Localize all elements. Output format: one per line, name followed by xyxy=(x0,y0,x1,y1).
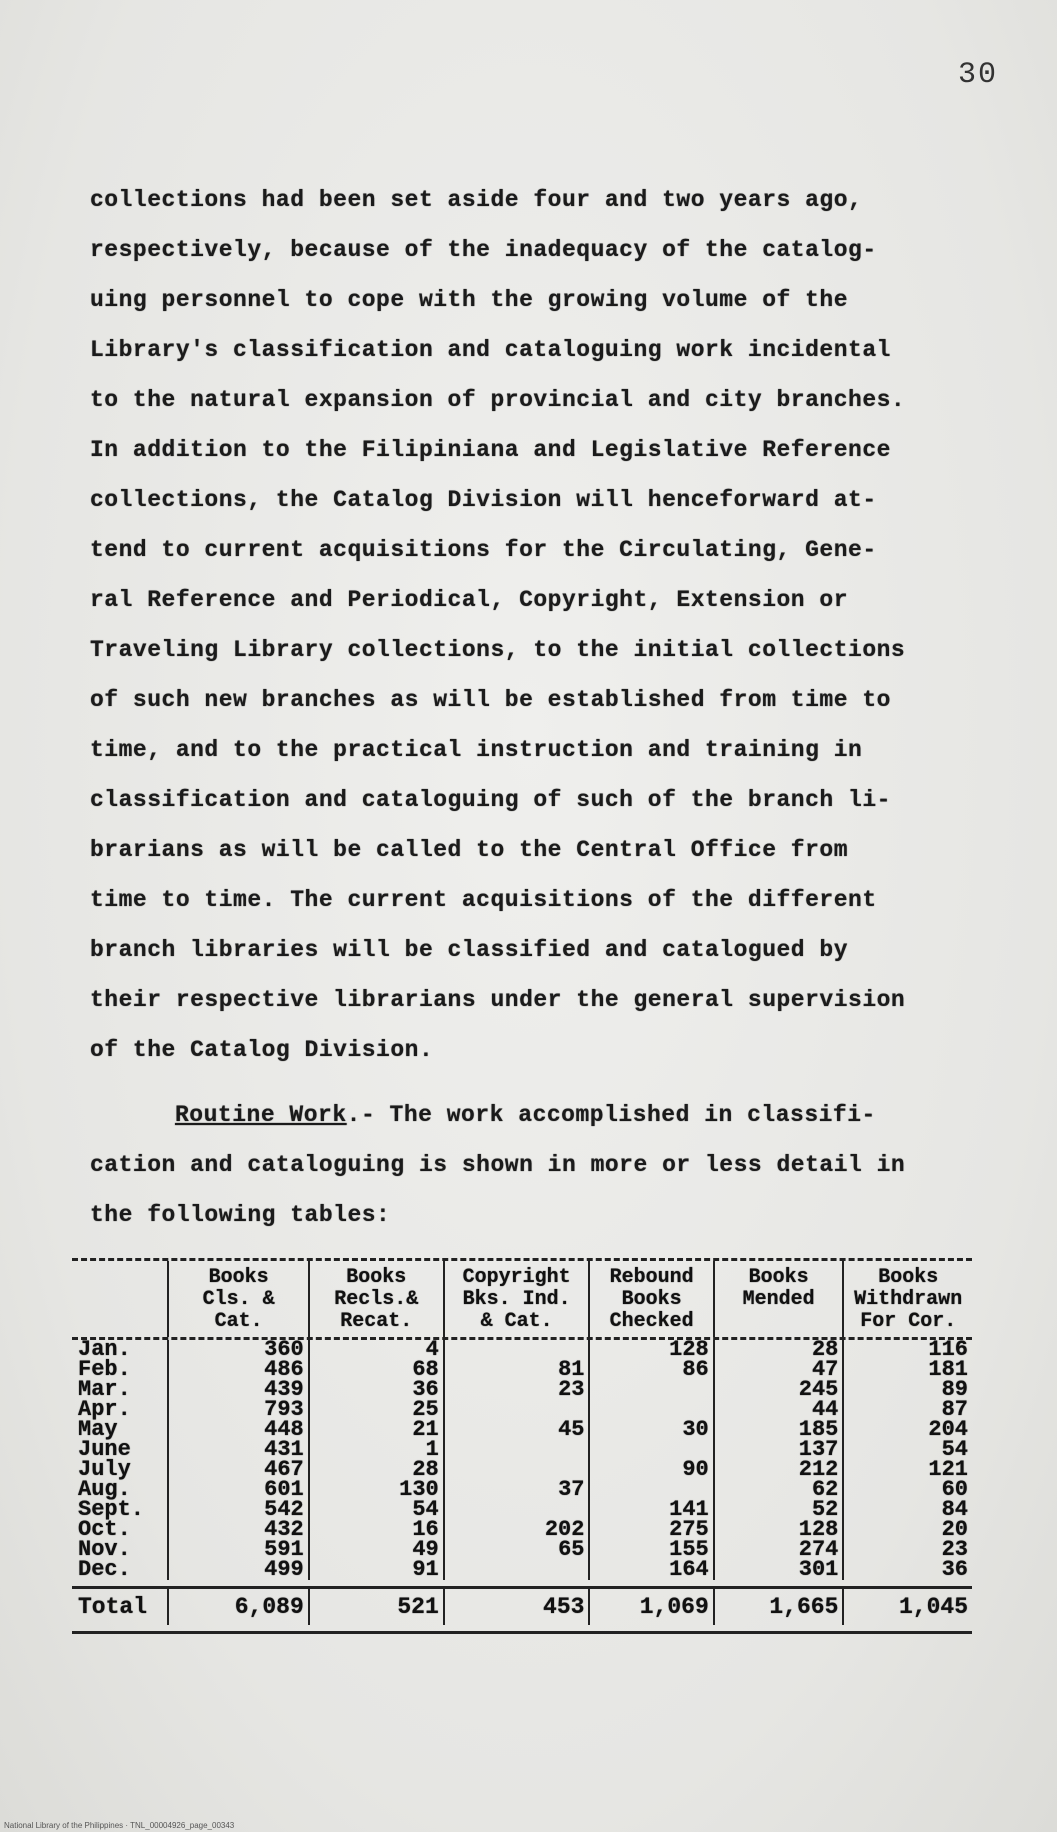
paragraph-1 xyxy=(90,175,970,1075)
cataloguing-table xyxy=(72,1258,972,1634)
table-cell: 28 xyxy=(714,1340,844,1360)
table-cell: 275 xyxy=(589,1520,713,1540)
table-cell: 90 xyxy=(589,1460,713,1480)
table-cell: 20 xyxy=(843,1520,972,1540)
month-cell: Feb. xyxy=(78,1357,131,1382)
header-copyright: Copyright Bks. Ind. & Cat. xyxy=(444,1261,590,1337)
table-cell: 301 xyxy=(714,1560,844,1580)
table-cell: 439 xyxy=(168,1380,308,1400)
month-cell: Apr. xyxy=(78,1397,131,1422)
paragraph-1-line: to the natural expansion of provincial and city branches. xyxy=(90,387,906,413)
header-rebound: Rebound Books Checked xyxy=(589,1261,713,1337)
table-cell xyxy=(589,1380,713,1400)
header-month xyxy=(72,1261,168,1337)
paragraph-1-line: their respective librarians under the general supervision xyxy=(90,987,906,1013)
table-cell: 542 xyxy=(168,1500,308,1520)
table-cell: 91 xyxy=(309,1560,444,1580)
table-cell: 432 xyxy=(168,1520,308,1540)
paragraph-2-line-2: cation and cataloguing is shown in more or less detail in xyxy=(90,1152,906,1178)
table-row xyxy=(72,1560,972,1580)
table-cell: 128 xyxy=(714,1520,844,1540)
table-cell: 81 xyxy=(444,1360,590,1380)
table-cell: 47 xyxy=(714,1360,844,1380)
table-cell: 36 xyxy=(843,1560,972,1580)
month-cell: Aug. xyxy=(78,1477,131,1502)
table-cell: 360 xyxy=(168,1340,308,1360)
table-cell: 793 xyxy=(168,1400,308,1420)
paragraph-1-line: In addition to the Filipiniana and Legislative Reference xyxy=(90,437,891,463)
table-cell: 141 xyxy=(589,1500,713,1520)
table-cell: 245 xyxy=(714,1380,844,1400)
table-bottom-rule xyxy=(72,1631,972,1634)
table-cell: 431 xyxy=(168,1440,308,1460)
paragraph-1-line: branch libraries will be classified and catalogued by xyxy=(90,937,849,963)
footer-caption: National Library of the Philippines · TNL_00004926_page_00343 xyxy=(4,1821,235,1830)
header-mended: Books Mended xyxy=(714,1261,844,1337)
table-header-row xyxy=(72,1261,972,1337)
month-cell: Oct. xyxy=(78,1517,131,1542)
header-withdrawn: Books Withdrawn For Cor. xyxy=(843,1261,972,1337)
table-cell: 128 xyxy=(589,1340,713,1360)
paragraph-2 xyxy=(90,1090,970,1240)
total-cell: 1,069 xyxy=(589,1589,713,1625)
table-cell: 202 xyxy=(444,1520,590,1540)
table-cell: 16 xyxy=(309,1520,444,1540)
paragraph-1-line: uing personnel to cope with the growing volume of the xyxy=(90,287,849,313)
table-cell: 164 xyxy=(589,1560,713,1580)
table-cell: 499 xyxy=(168,1560,308,1580)
table-cell: 30 xyxy=(589,1420,713,1440)
table-cell: 4 xyxy=(309,1340,444,1360)
table-cell: 601 xyxy=(168,1480,308,1500)
month-cell: July xyxy=(78,1457,131,1482)
table-cell: 60 xyxy=(843,1480,972,1500)
table-cell: 28 xyxy=(309,1460,444,1480)
paragraph-1-line: brarians as will be called to the Central Office from xyxy=(90,837,849,863)
table-cell: 21 xyxy=(309,1420,444,1440)
table-cell: 87 xyxy=(843,1400,972,1420)
table-cell: 591 xyxy=(168,1540,308,1560)
table-cell: 486 xyxy=(168,1360,308,1380)
table-cell: 448 xyxy=(168,1420,308,1440)
month-cell: May xyxy=(78,1417,118,1442)
header-books-cls-cat: Books Cls. & Cat. xyxy=(168,1261,308,1337)
total-cell: 6,089 xyxy=(168,1589,308,1625)
total-cell: 1,665 xyxy=(714,1589,844,1625)
table-cell: 86 xyxy=(589,1360,713,1380)
month-cell: Nov. xyxy=(78,1537,131,1562)
paragraph-1-line: Library's classification and cataloguing work incidental xyxy=(90,337,891,363)
paragraph-1-line: tend to current acquisitions for the Circulating, Gene- xyxy=(90,537,877,563)
table-cell: 155 xyxy=(589,1540,713,1560)
table-cell: 49 xyxy=(309,1540,444,1560)
table-cell: 54 xyxy=(843,1440,972,1460)
month-cell: Dec. xyxy=(78,1557,131,1582)
table-cell xyxy=(444,1560,590,1580)
total-cell: 521 xyxy=(309,1589,444,1625)
paragraph-1-line: of the Catalog Division. xyxy=(90,1037,434,1063)
total-label: Total xyxy=(78,1594,148,1620)
table-cell: 25 xyxy=(309,1400,444,1420)
table-cell: 45 xyxy=(444,1420,590,1440)
table-cell: 130 xyxy=(309,1480,444,1500)
header-books-recls: Books Recls.& Recat. xyxy=(309,1261,444,1337)
paragraph-1-line: classification and cataloguing of such of the branch li- xyxy=(90,787,891,813)
table-cell: 185 xyxy=(714,1420,844,1440)
table-cell: 23 xyxy=(843,1540,972,1560)
table-cell: 181 xyxy=(843,1360,972,1380)
routine-work-heading: Routine Work xyxy=(175,1102,347,1128)
table-cell: 137 xyxy=(714,1440,844,1460)
table-cell: 116 xyxy=(843,1340,972,1360)
table-cell: 36 xyxy=(309,1380,444,1400)
paragraph-1-line: collections, the Catalog Division will henceforward at- xyxy=(90,487,877,513)
table-cell: 68 xyxy=(309,1360,444,1380)
month-cell: Sept. xyxy=(78,1497,145,1522)
table-cell xyxy=(444,1440,590,1460)
month-cell: June xyxy=(78,1437,131,1462)
table-cell: 37 xyxy=(444,1480,590,1500)
table-cell: 62 xyxy=(714,1480,844,1500)
table-cell: 54 xyxy=(309,1500,444,1520)
paragraph-1-line: Traveling Library collections, to the initial collections xyxy=(90,637,906,663)
table-cell: 274 xyxy=(714,1540,844,1560)
paragraph-1-line: time to time. The current acquisitions of the different xyxy=(90,887,877,913)
paragraph-2-line-3: the following tables: xyxy=(90,1202,391,1228)
table-cell: 1 xyxy=(309,1440,444,1460)
month-cell: Jan. xyxy=(78,1337,131,1362)
total-cell: 1,045 xyxy=(843,1589,972,1625)
paragraph-1-line: respectively, because of the inadequacy of the catalog- xyxy=(90,237,877,263)
month-cell: Mar. xyxy=(78,1377,131,1402)
table-cell: 52 xyxy=(714,1500,844,1520)
paragraph-2-line-1: Routine Work.- The work accomplished in classifi- xyxy=(175,1102,876,1128)
table-cell: 84 xyxy=(843,1500,972,1520)
total-row xyxy=(72,1589,972,1625)
paragraph-1-line: ral Reference and Periodical, Copyright, Extension or xyxy=(90,587,849,613)
page-number: 30 xyxy=(958,58,999,92)
table-cell: 44 xyxy=(714,1400,844,1420)
total-cell: 453 xyxy=(444,1589,590,1625)
table-cell: 204 xyxy=(843,1420,972,1440)
table-cell: 212 xyxy=(714,1460,844,1480)
paragraph-1-line: collections had been set aside four and two years ago, xyxy=(90,187,863,213)
table-cell: 467 xyxy=(168,1460,308,1480)
table-cell: 23 xyxy=(444,1380,590,1400)
table-cell: 89 xyxy=(843,1380,972,1400)
paragraph-1-line: of such new branches as will be established from time to xyxy=(90,687,891,713)
paragraph-1-line: time, and to the practical instruction and training in xyxy=(90,737,863,763)
table-cell: 65 xyxy=(444,1540,590,1560)
table-cell: 121 xyxy=(843,1460,972,1480)
